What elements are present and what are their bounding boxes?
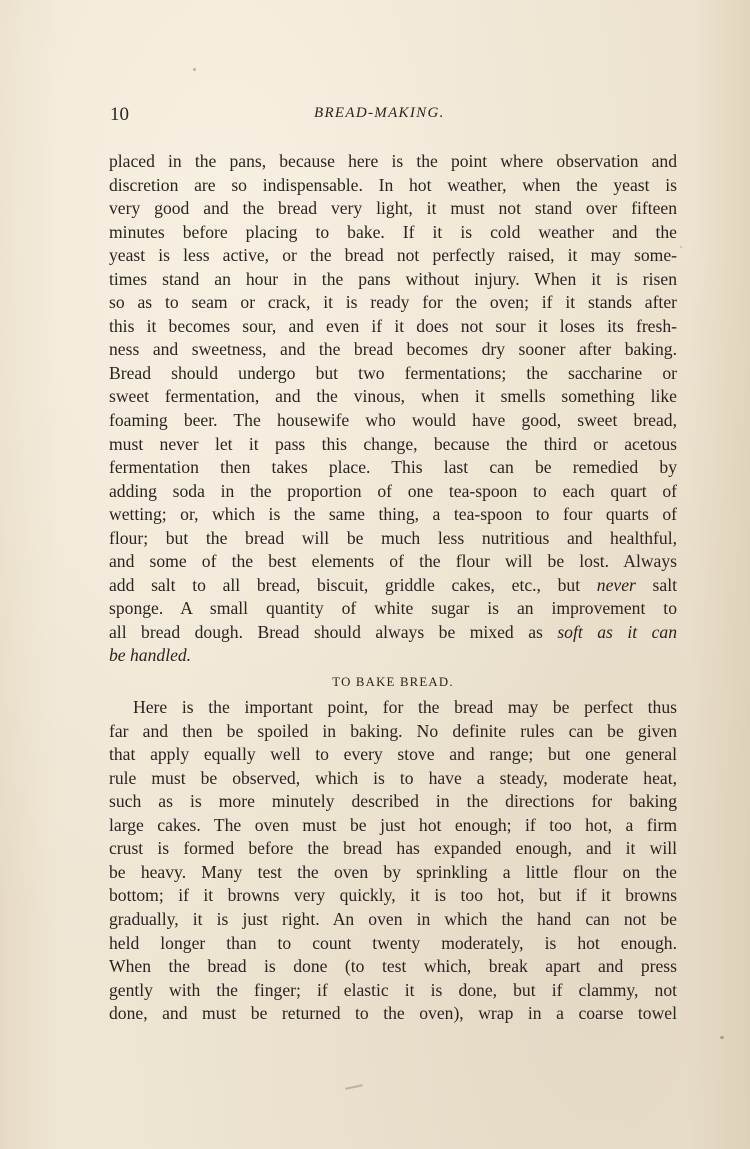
text-line: that apply equally well to every stove and range; but one general (109, 744, 677, 765)
text-line: crust is formed before the bread has expanded enough, and it will (109, 838, 677, 859)
text-line: gently with the finger; if elastic it is done, but if clammy, not (109, 979, 677, 1000)
text-line: foaming beer. The housewife who would have good, sweet bread, (109, 410, 677, 431)
text-line: Bread should undergo but two fermentations; the saccharine or (109, 362, 677, 383)
text-line: discretion are so indispensable. In hot weather, when the yeast is (109, 174, 677, 195)
text-line: wetting; or, which is the same thing, a tea-spoon to four quarts of (109, 504, 677, 525)
text-line: fermentation then takes place. This last can be remedied by (109, 457, 677, 478)
text-run: all bread dough. Bread should always be mixed as (109, 621, 558, 642)
page-number: 10 (110, 104, 129, 125)
paper-speck (193, 68, 196, 71)
text-line: so as to seam or crack, it is ready for the oven; if it stands after (109, 292, 677, 313)
text-line: such as is more minutely described in the directions for baking (109, 791, 677, 812)
text-line: bottom; if it browns very quickly, it is too hot, but if it browns (109, 885, 677, 906)
text-run: salt (635, 574, 677, 595)
text-line: flour; but the bread will be much less nutritious and healthful, (109, 527, 677, 548)
text-line: large cakes. The oven must be just hot enough; if too hot, a firm (109, 814, 677, 835)
emphasis: soft as it can (557, 621, 677, 642)
text-line: done, and must be returned to the oven), wrap in a coarse towel (109, 1003, 677, 1024)
text-line (109, 621, 677, 645)
text-line: When the bread is done (to test which, break apart and press (109, 956, 677, 977)
page-header (110, 104, 676, 132)
text-line: ness and sweetness, and the bread becomes dry sooner after baking. (109, 339, 677, 360)
paper-speck (720, 1036, 724, 1039)
text-line: yeast is less active, or the bread not perfectly raised, it may some- (109, 245, 677, 266)
running-head: BREAD-MAKING. (314, 105, 445, 121)
text-line: rule must be observed, which is to have a steady, moderate heat, (109, 767, 677, 788)
text-line (109, 574, 677, 598)
text-line: Here is the important point, for the bread may be perfect thus (133, 697, 677, 718)
text-line: sponge. A small quantity of white sugar is an improvement to (109, 598, 677, 619)
text-line: far and then be spoiled in baking. No definite rules can be given (109, 720, 677, 741)
text-line: adding soda in the proportion of one tea-spoon to each quart of (109, 480, 677, 501)
text-line: minutes before placing to bake. If it is cold weather and the (109, 221, 677, 242)
text-line: very good and the bread very light, it must not stand over fifteen (109, 198, 677, 219)
text-line (109, 644, 677, 668)
emphasis: never (596, 574, 636, 595)
text-line: gradually, it is just right. An oven in which the hand can not be (109, 908, 677, 929)
text-run: add salt to all bread, biscuit, griddle cakes, etc., but (109, 574, 597, 595)
page-body (109, 150, 677, 1026)
paper-speck (680, 246, 682, 248)
text-line: this it becomes sour, and even if it does not sour it loses its fresh- (109, 315, 677, 336)
text-line: held longer than to count twenty moderately, is hot enough. (109, 932, 677, 953)
section-heading: TO BAKE BREAD. (332, 675, 454, 690)
paper-speck (345, 1084, 363, 1090)
text-line: sweet fermentation, and the vinous, when it smells something like (109, 386, 677, 407)
text-line: times stand an hour in the pans without injury. When it is risen (109, 268, 677, 289)
text-line: be heavy. Many test the oven by sprinkling a little flour on the (109, 861, 677, 882)
text-line: and some of the best elements of the flour will be lost. Always (109, 551, 677, 572)
text-line: must never let it pass this change, because the third or acetous (109, 433, 677, 454)
emphasis: be handled. (109, 645, 192, 666)
text-line: placed in the pans, because here is the point where observation and (109, 151, 677, 171)
